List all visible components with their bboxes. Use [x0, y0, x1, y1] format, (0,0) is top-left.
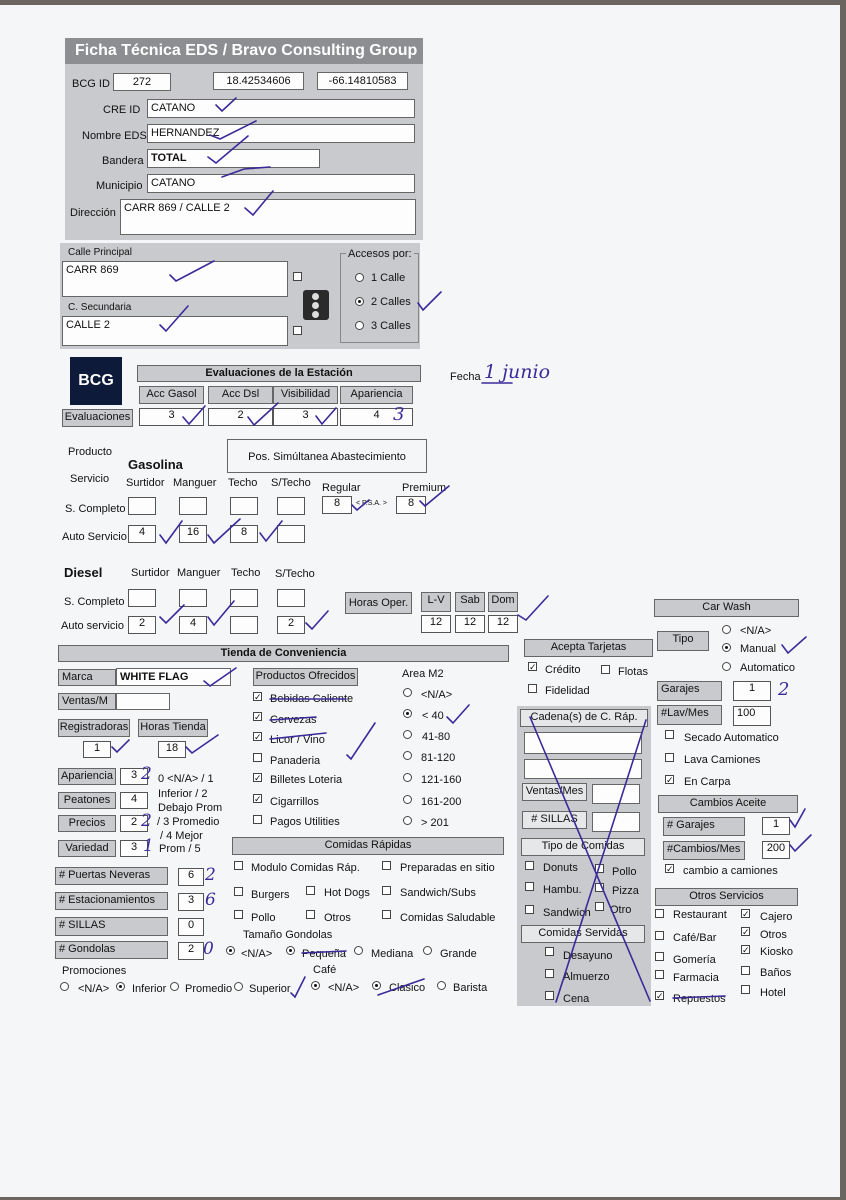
- bebidas-checkbox[interactable]: ✓: [254, 692, 262, 702]
- check-accesos: [418, 292, 441, 310]
- panaderia-label: Panaderia: [270, 755, 321, 767]
- gas-techo-col: Techo: [228, 477, 258, 489]
- check-superior: [291, 977, 305, 997]
- lv-value[interactable]: 12: [421, 615, 451, 633]
- credito-label: Crédito: [545, 664, 581, 676]
- dsl-surtidor-col: Surtidor: [131, 567, 170, 579]
- garajes-value[interactable]: 1: [733, 681, 771, 701]
- producto-label: Producto: [68, 446, 113, 458]
- en-carpa-label: En Carpa: [684, 776, 731, 788]
- evaluaciones-row-label: Evaluaciones: [62, 409, 133, 427]
- check-marca: [204, 668, 236, 686]
- dsl-completo-label: S. Completo: [64, 596, 125, 608]
- bcg-logo: BCG: [70, 357, 122, 405]
- almuerzo-label: Almuerzo: [563, 971, 610, 983]
- tamano-na-label: <N/A>: [241, 948, 273, 960]
- tamano-pequena-label: Pequeña: [302, 948, 347, 960]
- lv-header: L-V: [421, 592, 451, 612]
- dsl-stecho-col: S/Techo: [275, 568, 315, 580]
- dom-value[interactable]: 12: [488, 615, 518, 633]
- check-dsl-stecho: [306, 611, 328, 629]
- accesos-2-label: 2 Calles: [371, 296, 411, 308]
- tamano-grande-label: Grande: [440, 948, 477, 960]
- otros-label: Otros: [760, 929, 787, 941]
- cafe-barista-label: Barista: [453, 982, 488, 994]
- check-regular: [352, 500, 369, 510]
- garajes-handwritten: 2: [778, 679, 790, 700]
- regular-label: Regular: [322, 482, 361, 494]
- tarjetas-title: Acepta Tarjetas: [524, 639, 653, 657]
- latitude-field[interactable]: 18.42534606: [213, 72, 304, 90]
- tipo-otro-label: Otro: [610, 904, 632, 916]
- promo-promedio-label: Promedio: [185, 983, 233, 995]
- hambu-label: Hambu.: [543, 884, 582, 896]
- check-premium: [420, 486, 449, 506]
- horas-tienda-label: Horas Tienda: [138, 719, 208, 737]
- check-cre: [216, 98, 236, 111]
- marca-field[interactable]: WHITE FLAG: [116, 668, 231, 686]
- bandera-label: Bandera: [102, 155, 144, 167]
- cafe-label: Café: [313, 964, 337, 976]
- repuestos-label: Repuestos: [673, 993, 726, 1005]
- check-horas: [518, 596, 548, 620]
- cafe-clasico-label: Clasico: [389, 982, 426, 994]
- horas-oper-label: Horas Oper.: [345, 592, 412, 614]
- tipo-na-label: <N/A>: [740, 625, 772, 637]
- check-municipio: [222, 167, 270, 177]
- peatones-value[interactable]: 4: [120, 792, 148, 809]
- calle-secundaria-label: C. Secundaria: [68, 302, 132, 313]
- accesos-label: Accesos por:: [348, 248, 412, 260]
- apariencia-header: Apariencia: [340, 386, 413, 404]
- apariencia-hand: 2: [141, 764, 152, 784]
- area-80-label: 41-80: [422, 731, 451, 743]
- marca-label: Marca: [58, 669, 116, 686]
- check-productos: [347, 723, 375, 759]
- variedad-value[interactable]: 3: [120, 840, 148, 857]
- cadena-title: Cadena(s) de C. Ráp.: [520, 709, 648, 727]
- fidelidad-label: Fidelidad: [545, 685, 590, 697]
- s-completo-label: S. Completo: [65, 503, 126, 515]
- neveras-value[interactable]: 6: [178, 868, 204, 886]
- check-gas-manguer: [208, 519, 240, 543]
- scale-4: / 3 Promedio: [157, 816, 220, 828]
- cafe-na-label: <N/A>: [328, 982, 360, 994]
- lava-camiones-label: Lava Camiones: [684, 754, 761, 766]
- premium-value[interactable]: 8: [396, 496, 426, 514]
- fecha-label: Fecha: [450, 371, 481, 383]
- gas-auto-surtidor[interactable]: 4: [128, 525, 156, 543]
- gomeria-label: Gomería: [673, 954, 716, 966]
- cambios-title: Cambios Aceite: [658, 795, 798, 813]
- cadena-ventas-label: Ventas/Mes: [522, 783, 587, 801]
- credito-checkbox[interactable]: ✓: [529, 662, 537, 672]
- check-eval-3: [316, 408, 336, 424]
- pollo-label: Pollo: [251, 912, 276, 924]
- tamano-label: Tamaño Gondolas: [243, 929, 333, 941]
- calle-principal-field[interactable]: CARR 869: [62, 261, 288, 297]
- scale-3: Debajo Prom: [158, 802, 223, 814]
- accesos-1-label: 1 Calle: [371, 272, 406, 284]
- otros-checkbox[interactable]: ✓: [742, 927, 750, 937]
- calle-principal-label: Calle Principal: [68, 247, 132, 258]
- promo-na-label: <N/A>: [78, 983, 110, 995]
- licor-checkbox[interactable]: ✓: [254, 732, 262, 742]
- precios-value[interactable]: 2: [120, 815, 148, 832]
- gas-auto-techo[interactable]: 8: [230, 525, 258, 543]
- dsl-auto-stecho[interactable]: 2: [277, 616, 305, 634]
- hotdogs-label: Hot Dogs: [324, 887, 370, 899]
- check-dsl-surtidor: [160, 605, 184, 623]
- preparadas-label: Preparadas en sitio: [400, 862, 495, 874]
- acc-gasol-value[interactable]: 3: [139, 408, 204, 426]
- check-manual: [782, 637, 806, 653]
- check-gas-surtidor: [160, 521, 182, 543]
- cafe-bar-label: Café/Bar: [673, 932, 717, 944]
- loteria-label: Billetes Loteria: [270, 774, 343, 786]
- promociones-label: Promociones: [62, 965, 127, 977]
- tamano-mediana-label: Mediana: [371, 948, 414, 960]
- farmacia-label: Farmacia: [673, 972, 719, 984]
- bandera-field[interactable]: TOTAL: [147, 149, 320, 168]
- scale-5: / 4 Mejor: [160, 830, 203, 842]
- check-registradoras: [112, 740, 129, 752]
- area-120-label: 81-120: [421, 752, 456, 764]
- strike-licor: [270, 733, 326, 739]
- cambios-mes-value[interactable]: 200: [762, 841, 790, 859]
- scale-6: Prom / 5: [159, 843, 201, 855]
- check-eval-1: [183, 406, 205, 424]
- precios-label: Precios: [58, 815, 116, 832]
- area-40-label: < 40: [422, 710, 444, 722]
- check-dsl-manguer: [208, 601, 234, 625]
- bcg-id-field[interactable]: 272: [113, 73, 171, 91]
- dsl-techo-col: Techo: [231, 567, 261, 579]
- cajero-label: Cajero: [760, 911, 793, 923]
- secado-label: Secado Automatico: [684, 732, 779, 744]
- municipio-field[interactable]: CATANO: [147, 174, 415, 193]
- cambio-camiones-label: cambio a camiones: [683, 865, 778, 877]
- estac-value[interactable]: 3: [178, 893, 204, 911]
- pizza-label: Pizza: [612, 885, 639, 897]
- donuts-label: Donuts: [543, 862, 578, 874]
- hotel-label: Hotel: [760, 987, 786, 999]
- apariencia-value[interactable]: 4: [340, 408, 413, 426]
- gasolina-title: Gasolina: [128, 457, 183, 472]
- ventas-m-label: Ventas/M: [58, 693, 116, 710]
- form-title: Ficha Técnica EDS / Bravo Consulting Group: [65, 38, 423, 64]
- variedad-label: Variedad: [58, 840, 116, 857]
- servicio-label: Servicio: [70, 473, 110, 485]
- flotas-label: Flotas: [618, 666, 648, 678]
- productos-title: Productos Ofrecidos: [253, 668, 358, 686]
- repuestos-checkbox[interactable]: ✓: [656, 991, 664, 1001]
- visibilidad-header: Visibilidad: [273, 386, 338, 404]
- servidas-title: Comidas Servidas: [521, 925, 645, 943]
- pagos-label: Pagos Utilities: [270, 816, 340, 828]
- gas-stecho-col: S/Techo: [271, 477, 311, 489]
- cigarrillos-checkbox[interactable]: ✓: [254, 794, 262, 804]
- acc-dsl-header: Acc Dsl: [208, 386, 273, 404]
- premium-label: Premium: [402, 482, 447, 494]
- sillas-value[interactable]: 0: [178, 918, 204, 936]
- bcg-id-label: BCG ID: [72, 78, 110, 90]
- tipo-sandwich-label: Sandwich: [543, 907, 591, 919]
- kiosko-label: Kiosko: [760, 946, 794, 958]
- check-horas-tienda: [186, 735, 218, 753]
- cre-id-field[interactable]: CATANO: [147, 99, 415, 118]
- lav-mes-label: #Lav/Mes: [657, 705, 722, 725]
- strike-clasico: [378, 979, 424, 995]
- licor-label: Licor / Vino: [270, 734, 325, 746]
- check-cambios-mes: [790, 835, 811, 851]
- tipo-label: Tipo: [657, 631, 709, 651]
- strike-cervezas: [270, 717, 316, 720]
- dsl-auto-label: Auto servicio: [61, 620, 124, 632]
- area-title: Area M2: [402, 668, 444, 680]
- gas-manguer-col: Manguer: [173, 477, 217, 489]
- accesos-3-label: 3 Calles: [371, 320, 411, 332]
- estac-label: # Estacionamientos: [55, 892, 168, 910]
- strike-pequena: [302, 951, 346, 953]
- scale-2: Inferior / 2: [158, 788, 208, 800]
- modulo-label: Modulo Comidas Ráp.: [251, 862, 360, 874]
- precios-hand: 2: [141, 811, 152, 831]
- direccion-field[interactable]: CARR 869 / CALLE 2: [120, 199, 416, 235]
- scale-1: 0 <N/A> / 1: [158, 773, 214, 785]
- dsl-auto-surtidor[interactable]: 2: [128, 616, 156, 634]
- lav-mes-value[interactable]: 100: [733, 706, 771, 726]
- apariencia-handwritten: 3: [393, 404, 405, 425]
- tipo-auto-label: Automatico: [740, 662, 796, 674]
- check-eval-2: [248, 403, 278, 425]
- gas-surtidor-col: Surtidor: [126, 477, 165, 489]
- check-direccion: [245, 191, 273, 215]
- registradoras-value[interactable]: 1: [83, 741, 111, 758]
- auto-servicio-label: Auto Servicio: [62, 531, 127, 543]
- area-na-label: <N/A>: [421, 689, 453, 701]
- loteria-checkbox[interactable]: ✓: [254, 773, 262, 783]
- area-200-label: 161-200: [421, 796, 462, 808]
- horas-tienda-value[interactable]: 18: [158, 741, 186, 758]
- cena-label: Cena: [563, 993, 590, 1005]
- municipio-label: Municipio: [96, 180, 143, 192]
- peatones-label: Peatones: [58, 792, 116, 809]
- acc-dsl-value[interactable]: 2: [208, 408, 273, 426]
- pos-simultanea-header: Pos. Simúltanea Abastecimiento: [227, 439, 427, 473]
- dsl-auto-manguer[interactable]: 4: [179, 616, 207, 634]
- psa-label: < P.S.A. >: [356, 500, 388, 507]
- carwash-title: Car Wash: [654, 599, 799, 617]
- burgers-label: Burgers: [251, 889, 290, 901]
- cadena-sillas-label: # SILLAS: [522, 811, 587, 829]
- direccion-label: Dirección: [70, 207, 116, 219]
- comidas-otros-label: Otros: [324, 912, 351, 924]
- sab-header: Sab: [455, 592, 485, 612]
- cervezas-checkbox[interactable]: ✓: [254, 712, 262, 722]
- check-bandera: [208, 136, 248, 163]
- longitude-field[interactable]: -66.14810583: [317, 72, 408, 90]
- tipo-manual-label: Manual: [740, 643, 777, 655]
- gondolas-hand: 0: [203, 939, 214, 959]
- kiosko-checkbox[interactable]: ✓: [742, 945, 750, 955]
- banos-label: Baños: [760, 967, 792, 979]
- tipo-pollo-label: Pollo: [612, 866, 637, 878]
- bebidas-label: Bebidas Caliente: [270, 693, 354, 705]
- check-gas-techo: [260, 521, 282, 541]
- regular-value[interactable]: 8: [322, 496, 352, 514]
- apariencia-label: Apariencia: [58, 768, 116, 785]
- saludable-label: Comidas Saludable: [400, 912, 496, 924]
- dom-header: Dom: [488, 592, 518, 612]
- gondolas-label: # Gondolas: [55, 941, 168, 959]
- estac-hand: 6: [205, 890, 216, 910]
- check-cambios-garajes: [790, 809, 805, 827]
- en-carpa-checkbox[interactable]: ✓: [666, 775, 674, 785]
- check-secundaria: [160, 306, 188, 331]
- cre-id-label: CRE ID: [103, 104, 141, 116]
- strike-repuestos: [673, 996, 725, 998]
- calle-secundaria-field[interactable]: CALLE 2: [62, 316, 288, 346]
- promo-superior-label: Superior: [249, 983, 291, 995]
- neveras-label: # Puertas Neveras: [55, 867, 168, 885]
- garajes-label: Garajes: [657, 681, 722, 701]
- cambios-garajes-value[interactable]: 1: [762, 817, 790, 835]
- sab-value[interactable]: 12: [455, 615, 485, 633]
- check-area: [447, 705, 469, 723]
- desayuno-label: Desayuno: [563, 950, 613, 962]
- cervezas-label: Cervezas: [270, 714, 317, 726]
- check-principal: [170, 261, 214, 281]
- restaurant-label: Restaurant: [673, 909, 727, 921]
- dsl-manguer-col: Manguer: [177, 567, 221, 579]
- nombre-label: Nombre EDS: [82, 130, 147, 142]
- cambio-camiones-checkbox[interactable]: ✓: [666, 864, 674, 874]
- promo-inferior-label: Inferior: [132, 983, 167, 995]
- gondolas-value[interactable]: 2: [178, 942, 204, 960]
- sandwich-label: Sandwich/Subs: [400, 887, 476, 899]
- handwritten-checkmarks: [0, 5, 840, 1197]
- cajero-checkbox[interactable]: ✓: [742, 909, 750, 919]
- evaluaciones-title: Evaluaciones de la Estación: [137, 365, 421, 382]
- tienda-title: Tienda de Conveniencia: [58, 645, 509, 662]
- registradoras-label: Registradoras: [58, 719, 130, 737]
- sillas-label: # SILLAS: [55, 917, 168, 936]
- diesel-title: Diesel: [64, 565, 103, 580]
- gas-auto-manguer[interactable]: 16: [179, 525, 207, 543]
- area-201-label: > 201: [421, 817, 449, 829]
- paper-sheet: [0, 5, 840, 1197]
- cigarrillos-label: Cigarrillos: [270, 796, 319, 808]
- nombre-field[interactable]: HERNANDEZ: [147, 124, 415, 143]
- strike-cadena-a: [530, 717, 650, 1001]
- neveras-hand: 2: [205, 865, 216, 885]
- tienda-apariencia-value[interactable]: 3: [120, 768, 148, 785]
- cambios-mes-label: #Cambios/Mes: [663, 841, 745, 860]
- check-nombre: [210, 121, 256, 139]
- otros-title: Otros Servicios: [655, 888, 798, 906]
- acc-gasol-header: Acc Gasol: [139, 386, 204, 404]
- variedad-hand: 1: [143, 836, 154, 856]
- area-160-label: 121-160: [421, 774, 462, 786]
- comidas-title: Comidas Rápidas: [232, 837, 504, 855]
- tipo-comidas-title: Tipo de Comidas: [521, 838, 645, 856]
- cambios-garajes-label: # Garajes: [663, 817, 745, 836]
- visibilidad-value[interactable]: 3: [273, 408, 338, 426]
- fecha-handwritten[interactable]: 1 junio: [484, 361, 551, 383]
